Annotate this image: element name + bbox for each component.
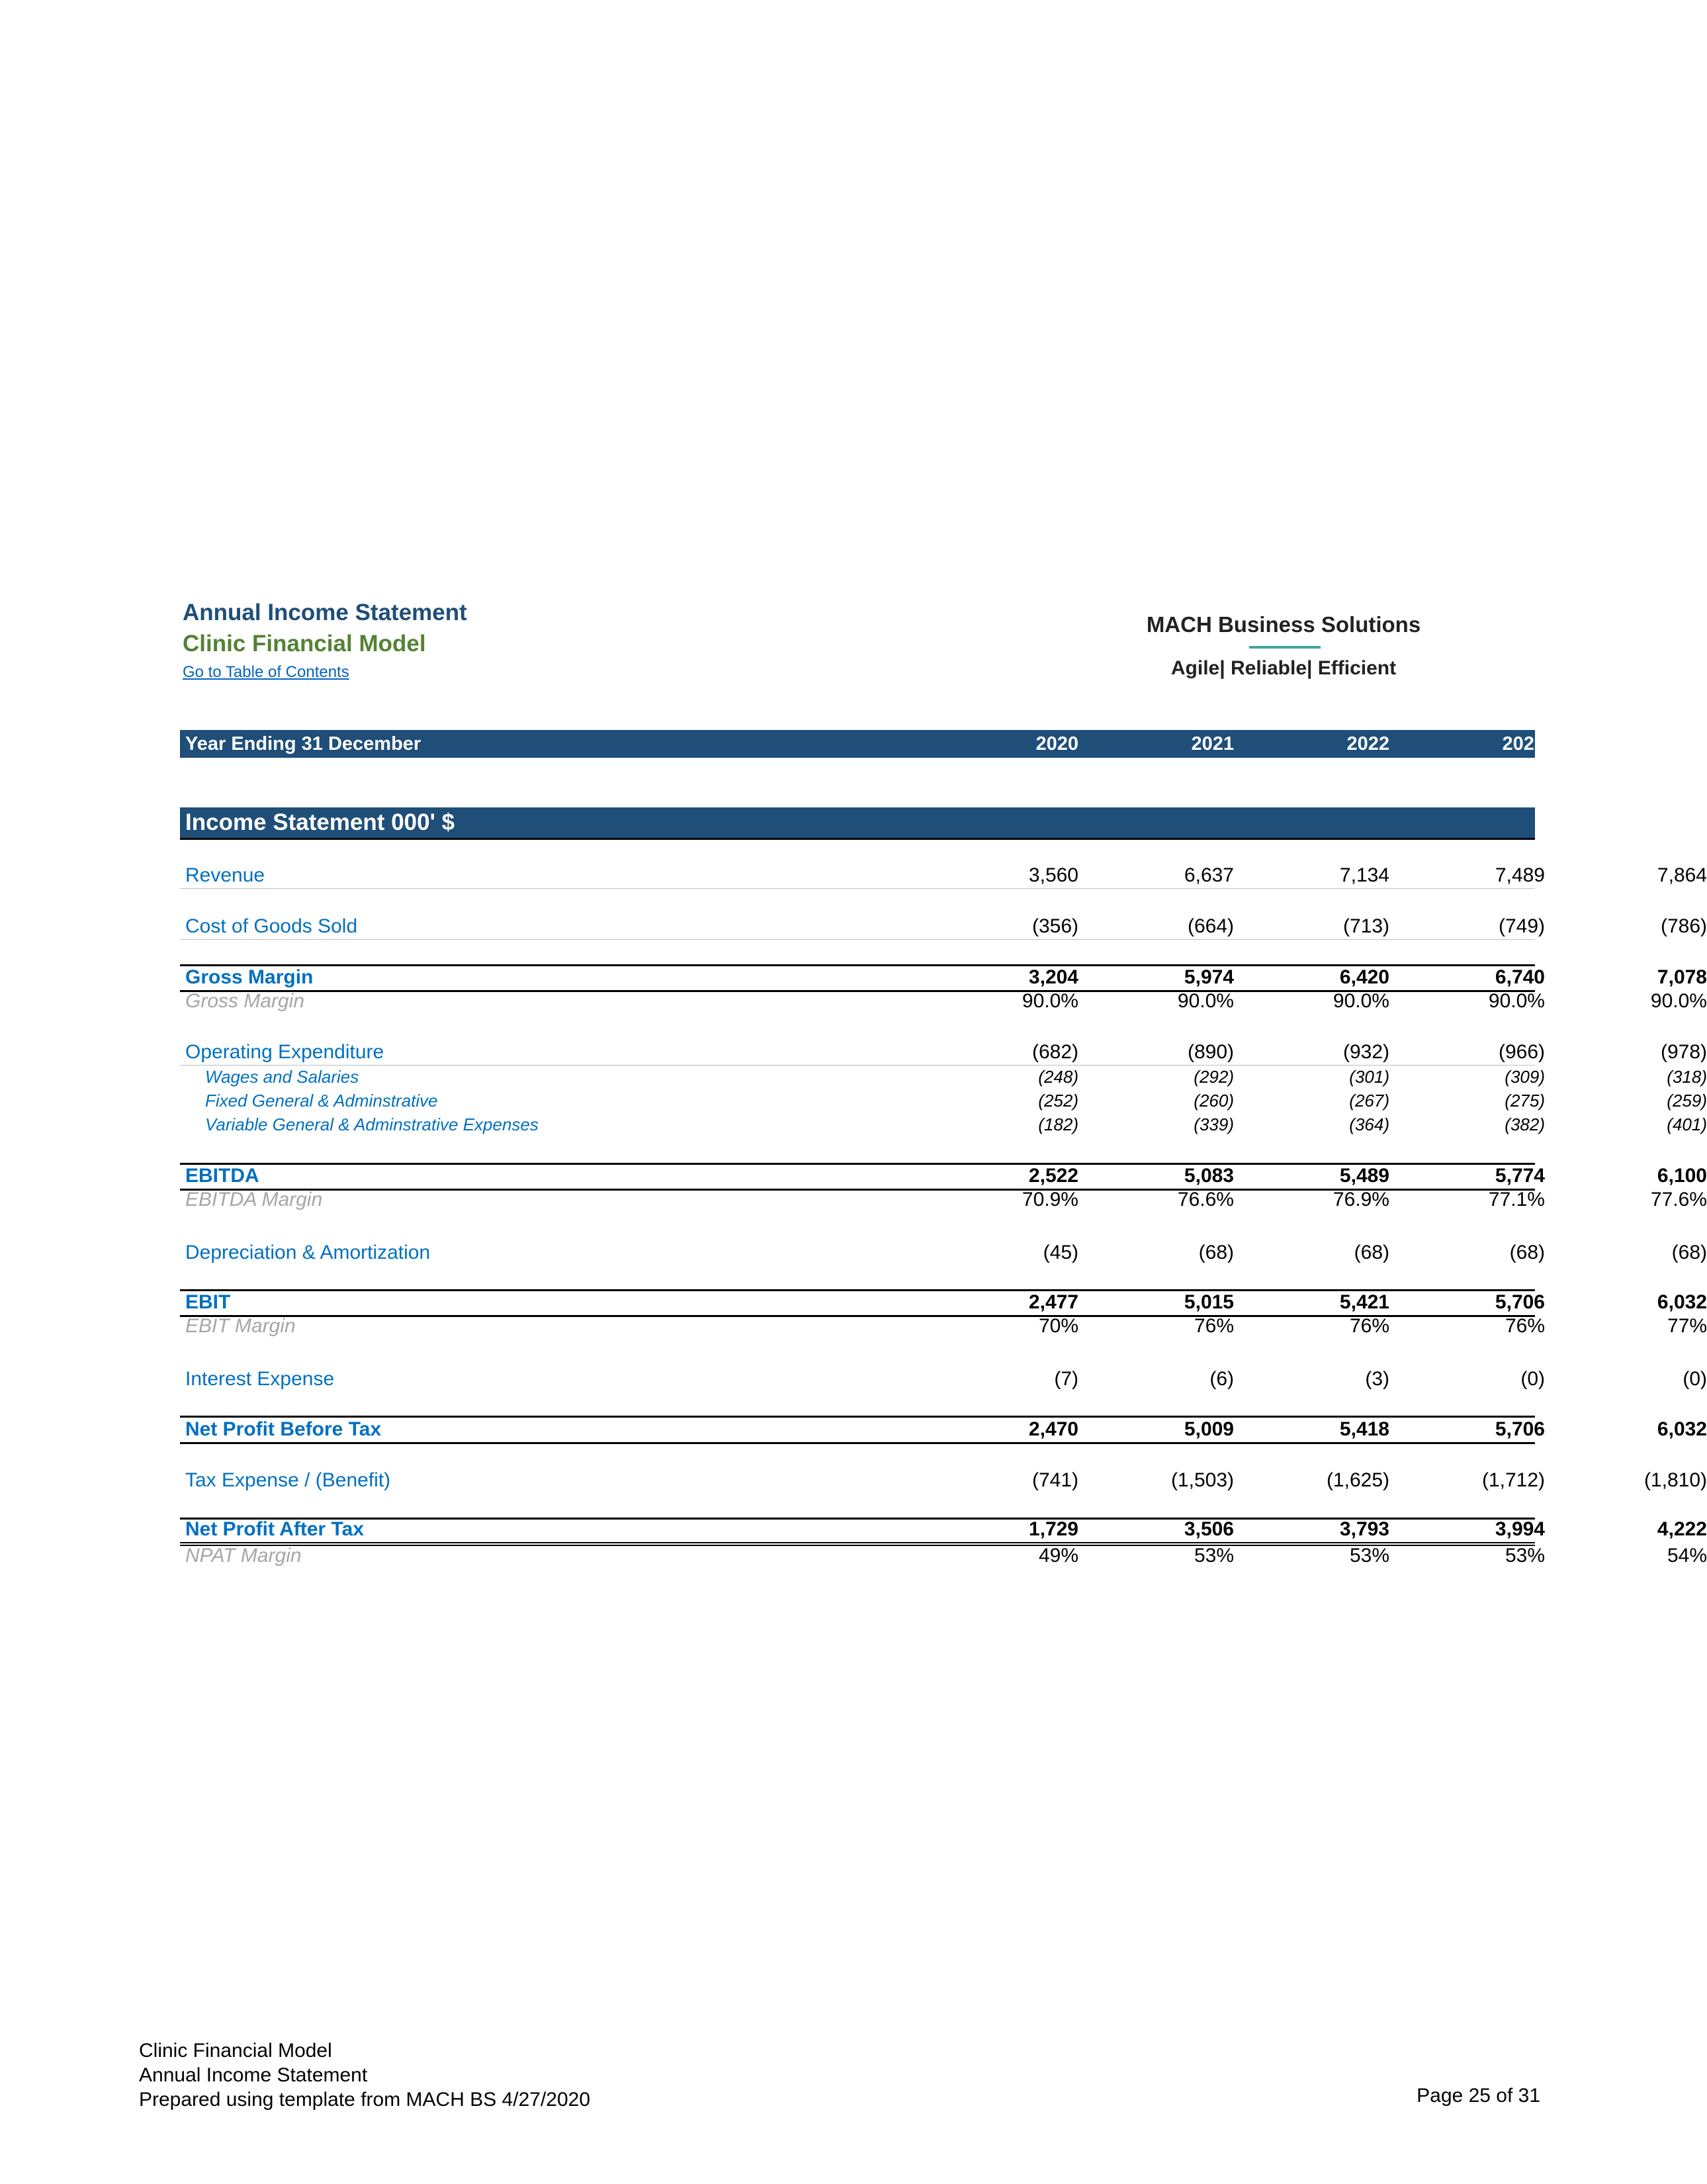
cell-value: (713) [1342, 915, 1389, 937]
year-2022-header: 2022 [1346, 733, 1389, 754]
table-row [180, 1518, 1707, 1546]
table-row [180, 1066, 1707, 1089]
cell-value: 76.9% [1333, 1189, 1389, 1210]
cell-value: 7,078 [1657, 966, 1707, 988]
cell-value: (1,712) [1481, 1469, 1545, 1491]
cell-value: (0) [1683, 1368, 1707, 1390]
cell-value: 5,015 [1184, 1291, 1234, 1313]
cell-value: 6,032 [1657, 1291, 1707, 1313]
section-title-bar [180, 807, 1535, 840]
cell-value: 3,204 [1028, 966, 1078, 988]
cell-value: 76% [1349, 1315, 1389, 1337]
cell-value: (68) [1354, 1242, 1389, 1263]
cell-value: (68) [1198, 1242, 1234, 1263]
table-row [180, 1544, 1707, 1569]
cell-value: (68) [1509, 1242, 1545, 1263]
year-2021-header: 2021 [1191, 733, 1234, 754]
cell-value: 1,729 [1028, 1518, 1078, 1540]
row-label: Gross Margin [185, 966, 314, 988]
footer-template-note: Prepared using template from MACH BS 4/27/2020 [139, 2089, 591, 2111]
cell-value: (978) [1660, 1041, 1707, 1063]
cell-value: (45) [1043, 1242, 1078, 1263]
cell-value: (682) [1031, 1041, 1078, 1063]
year-2024-header: 2024 [1664, 733, 1707, 754]
table-row [180, 1188, 1707, 1212]
table-row [180, 1314, 1707, 1339]
row-label: Operating Expenditure [185, 1041, 384, 1063]
year-header-bar [180, 730, 1707, 758]
cell-value: (275) [1505, 1091, 1545, 1111]
cell-value: 7,134 [1339, 864, 1389, 886]
footer-page-name: Annual Income Statement [139, 2064, 368, 2086]
logo-underline [1249, 646, 1321, 649]
cell-value: 5,009 [1184, 1418, 1234, 1440]
cell-value: (260) [1194, 1091, 1234, 1111]
cell-value: 3,560 [1028, 864, 1078, 886]
cell-value: (68) [1671, 1242, 1707, 1263]
cell-value: 77% [1667, 1315, 1707, 1337]
cell-value: 70% [1038, 1315, 1078, 1337]
cell-value: (301) [1349, 1067, 1389, 1087]
cell-value: 70.9% [1022, 1189, 1078, 1210]
row-label: Depreciation & Amortization [185, 1242, 431, 1263]
table-row [180, 1238, 1707, 1265]
cell-value: 3,793 [1339, 1518, 1389, 1540]
table-of-contents-link[interactable]: Go to Table of Contents [183, 663, 349, 681]
row-label: Tax Expense / (Benefit) [185, 1469, 391, 1491]
cell-value: 53% [1349, 1545, 1389, 1567]
cell-value: (966) [1498, 1041, 1545, 1063]
section-title: Income Statement 000' $ [185, 809, 455, 835]
cell-value: 7,864 [1657, 864, 1707, 886]
row-label: Net Profit After Tax [185, 1518, 365, 1540]
cell-value: 6,100 [1657, 1165, 1707, 1187]
cell-value: 2,522 [1028, 1165, 1078, 1187]
cell-value: 5,083 [1184, 1165, 1234, 1187]
row-label: EBITDA Margin [185, 1189, 323, 1210]
cell-value: (309) [1505, 1067, 1545, 1087]
cell-value: (1,503) [1170, 1469, 1234, 1491]
row-label: EBIT [185, 1291, 231, 1313]
table-row [180, 1113, 1707, 1136]
cell-value: (3) [1365, 1368, 1389, 1390]
table-row [180, 989, 1707, 1014]
cell-value: 76% [1194, 1315, 1234, 1337]
cell-value: 5,706 [1495, 1291, 1545, 1313]
cell-value: (339) [1194, 1115, 1234, 1134]
cell-value: 76% [1505, 1315, 1545, 1337]
row-label: NPAT Margin [185, 1545, 302, 1567]
cell-value: (182) [1038, 1115, 1078, 1134]
cell-value: 5,974 [1184, 966, 1234, 988]
cell-value: (364) [1349, 1115, 1389, 1134]
row-label: Gross Margin [185, 990, 305, 1012]
row-label: EBIT Margin [185, 1315, 296, 1337]
cell-value: (1,625) [1326, 1469, 1389, 1491]
year-2023-header: 2023 [1502, 733, 1545, 754]
cell-value: (932) [1342, 1041, 1389, 1063]
cell-value: 49% [1038, 1545, 1078, 1567]
cell-value: (890) [1187, 1041, 1234, 1063]
table-row [180, 1416, 1707, 1444]
cell-value: 53% [1194, 1545, 1234, 1567]
cell-value: 90.0% [1177, 990, 1234, 1012]
cell-value: 5,706 [1495, 1418, 1545, 1440]
cell-value: (741) [1031, 1469, 1078, 1491]
cell-value: (318) [1667, 1067, 1707, 1087]
cell-value: 76.6% [1177, 1189, 1234, 1210]
page-number: Page 25 of 31 [1417, 2085, 1540, 2107]
cell-value: 53% [1505, 1545, 1545, 1567]
company-logo [1125, 612, 1442, 692]
row-label: Cost of Goods Sold [185, 915, 358, 937]
cell-value: (401) [1667, 1115, 1707, 1134]
cell-value: 4,222 [1657, 1518, 1707, 1540]
table-row [180, 1089, 1707, 1113]
cell-value: (664) [1187, 915, 1234, 937]
cell-value: (356) [1031, 915, 1078, 937]
cell-value: 3,506 [1184, 1518, 1234, 1540]
logo-name: MACH Business Solutions [1146, 612, 1421, 637]
cell-value: 90.0% [1650, 990, 1707, 1012]
cell-value: 6,740 [1495, 966, 1545, 988]
table-row [180, 911, 1707, 940]
cell-value: (382) [1505, 1115, 1545, 1134]
row-label: Interest Expense [185, 1368, 335, 1390]
table-row [180, 1289, 1707, 1317]
cell-value: (0) [1520, 1368, 1545, 1390]
period-label: Year Ending 31 December [185, 733, 421, 754]
cell-value: 90.0% [1488, 990, 1545, 1012]
cell-value: (248) [1038, 1067, 1078, 1087]
cell-value: 6,420 [1339, 966, 1389, 988]
cell-value: 2,477 [1028, 1291, 1078, 1313]
table-row [180, 860, 1707, 889]
cell-value: 5,418 [1339, 1418, 1389, 1440]
cell-value: (259) [1667, 1091, 1707, 1111]
cell-value: 54% [1667, 1545, 1707, 1567]
cell-value: 5,489 [1339, 1165, 1389, 1187]
page-title: Annual Income Statement [183, 600, 467, 625]
row-label: Net Profit Before Tax [185, 1418, 382, 1440]
cell-value: 7,489 [1495, 864, 1545, 886]
cell-value: (252) [1038, 1091, 1078, 1111]
table-row [180, 1163, 1707, 1191]
cell-value: 6,032 [1657, 1418, 1707, 1440]
cell-value: (1,810) [1643, 1469, 1707, 1491]
cell-value: (786) [1660, 915, 1707, 937]
table-row [180, 1364, 1707, 1392]
cell-value: (6) [1209, 1368, 1234, 1390]
cell-value: (292) [1194, 1067, 1234, 1087]
cell-value: 2,470 [1028, 1418, 1078, 1440]
cell-value: 6,637 [1184, 864, 1234, 886]
table-row [180, 1039, 1707, 1066]
row-label: Revenue [185, 864, 265, 886]
cell-value: (749) [1498, 915, 1545, 937]
footer-model-name: Clinic Financial Model [139, 2040, 332, 2062]
table-row [180, 1465, 1707, 1493]
cell-value: 3,994 [1495, 1518, 1545, 1540]
cell-value: (7) [1054, 1368, 1078, 1390]
table-row [180, 964, 1707, 992]
row-label: Wages and Salaries [205, 1067, 359, 1087]
cell-value: 90.0% [1333, 990, 1389, 1012]
row-label: EBITDA [185, 1165, 259, 1187]
cell-value: 5,421 [1339, 1291, 1389, 1313]
row-label: Variable General & Adminstrative Expenses [205, 1115, 539, 1134]
logo-tagline: Agile| Reliable| Efficient [1170, 657, 1397, 679]
cell-value: 77.1% [1488, 1189, 1545, 1210]
cell-value: (267) [1349, 1091, 1389, 1111]
cell-value: 77.6% [1650, 1189, 1707, 1210]
cell-value: 90.0% [1022, 990, 1078, 1012]
page-subtitle: Clinic Financial Model [183, 631, 426, 657]
row-label: Fixed General & Adminstrative [205, 1091, 438, 1111]
cell-value: 5,774 [1495, 1165, 1545, 1187]
year-2020-header: 2020 [1035, 733, 1078, 754]
